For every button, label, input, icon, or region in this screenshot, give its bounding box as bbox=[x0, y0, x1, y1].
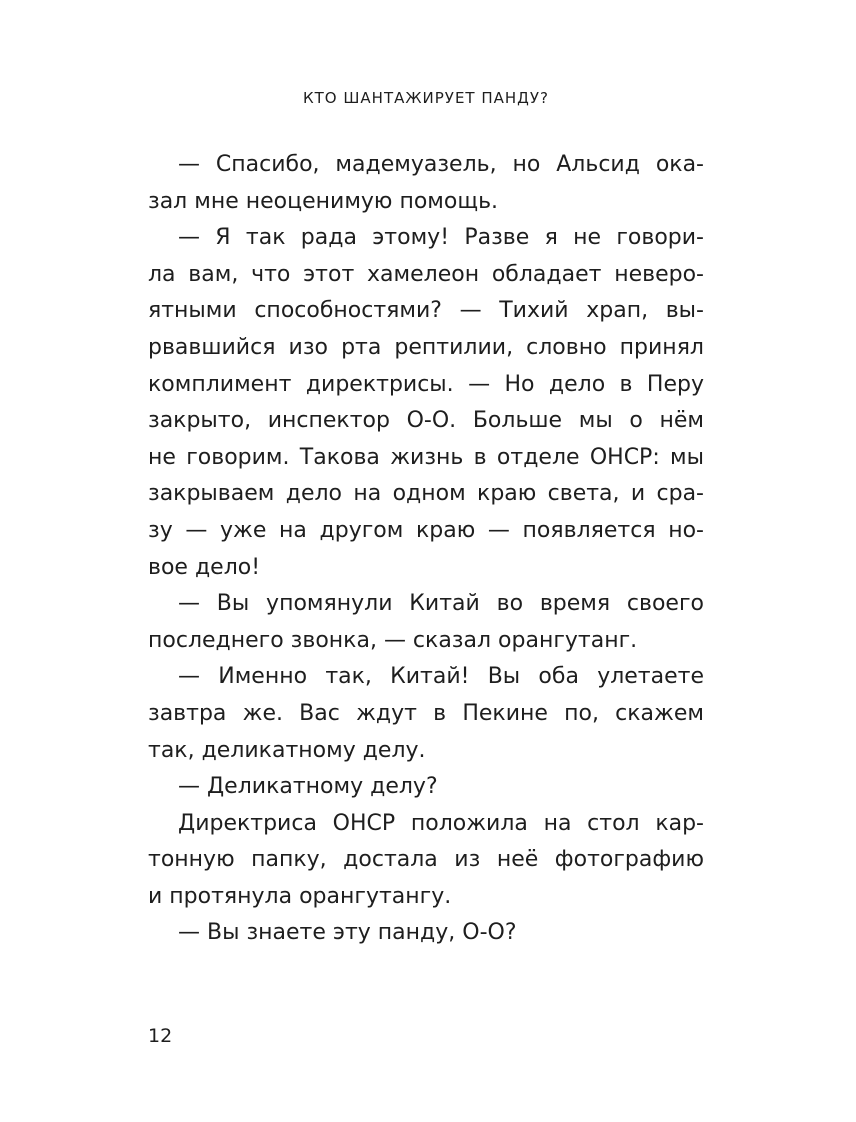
text-line: тонную папку, достала из неё фотографию bbox=[148, 847, 704, 873]
running-head: КТО ШАНТАЖИРУЕТ ПАНДУ? bbox=[302, 89, 549, 107]
text-line: — Спасибо, мадемуазель, но Альсид ока- bbox=[178, 152, 704, 177]
page-number: 12 bbox=[148, 1025, 173, 1047]
text-line: комплимент директрисы. — Но дело в Перу bbox=[148, 371, 704, 397]
text-line: вое дело! bbox=[148, 554, 261, 580]
text-line: зу — уже на другом краю — появляется но- bbox=[148, 517, 704, 543]
text-line: зал мне неоценимую помощь. bbox=[148, 188, 499, 214]
text-line: ла вам, что этот хамелеон обладает неверо- bbox=[148, 261, 704, 287]
text-line: — Деликатному делу? bbox=[178, 774, 438, 800]
text-line: завтра же. Вас ждут в Пекине по, скажем bbox=[148, 700, 704, 726]
text-line: и протянула орангутангу. bbox=[148, 883, 452, 909]
text-line: не говорим. Такова жизнь в отделе ОНСР: мы bbox=[148, 444, 704, 470]
body-text bbox=[148, 147, 704, 952]
text-line: ятными способностями? — Тихий храп, вы- bbox=[148, 298, 704, 324]
text-line: — Вы знаете эту панду, О-О? bbox=[178, 920, 517, 946]
text-line: Директриса ОНСР положила на стол кар- bbox=[178, 810, 704, 836]
text-line: последнего звонка, — сказал орангутанг. bbox=[148, 627, 638, 653]
text-line: — Именно так, Китай! Вы оба улетаете bbox=[178, 664, 704, 690]
text-line: так, деликатному делу. bbox=[148, 737, 426, 763]
text-line: закрыто, инспектор О-О. Больше мы о нём bbox=[148, 408, 704, 434]
text-line: — Я так рада этому! Разве я не говори- bbox=[178, 225, 704, 251]
text-line: — Вы упомянули Китай во время своего bbox=[178, 591, 704, 617]
text-line: закрываем дело на одном краю света, и сра- bbox=[148, 481, 704, 507]
text-line: рвавшийся изо рта рептилии, словно принял bbox=[148, 334, 704, 360]
